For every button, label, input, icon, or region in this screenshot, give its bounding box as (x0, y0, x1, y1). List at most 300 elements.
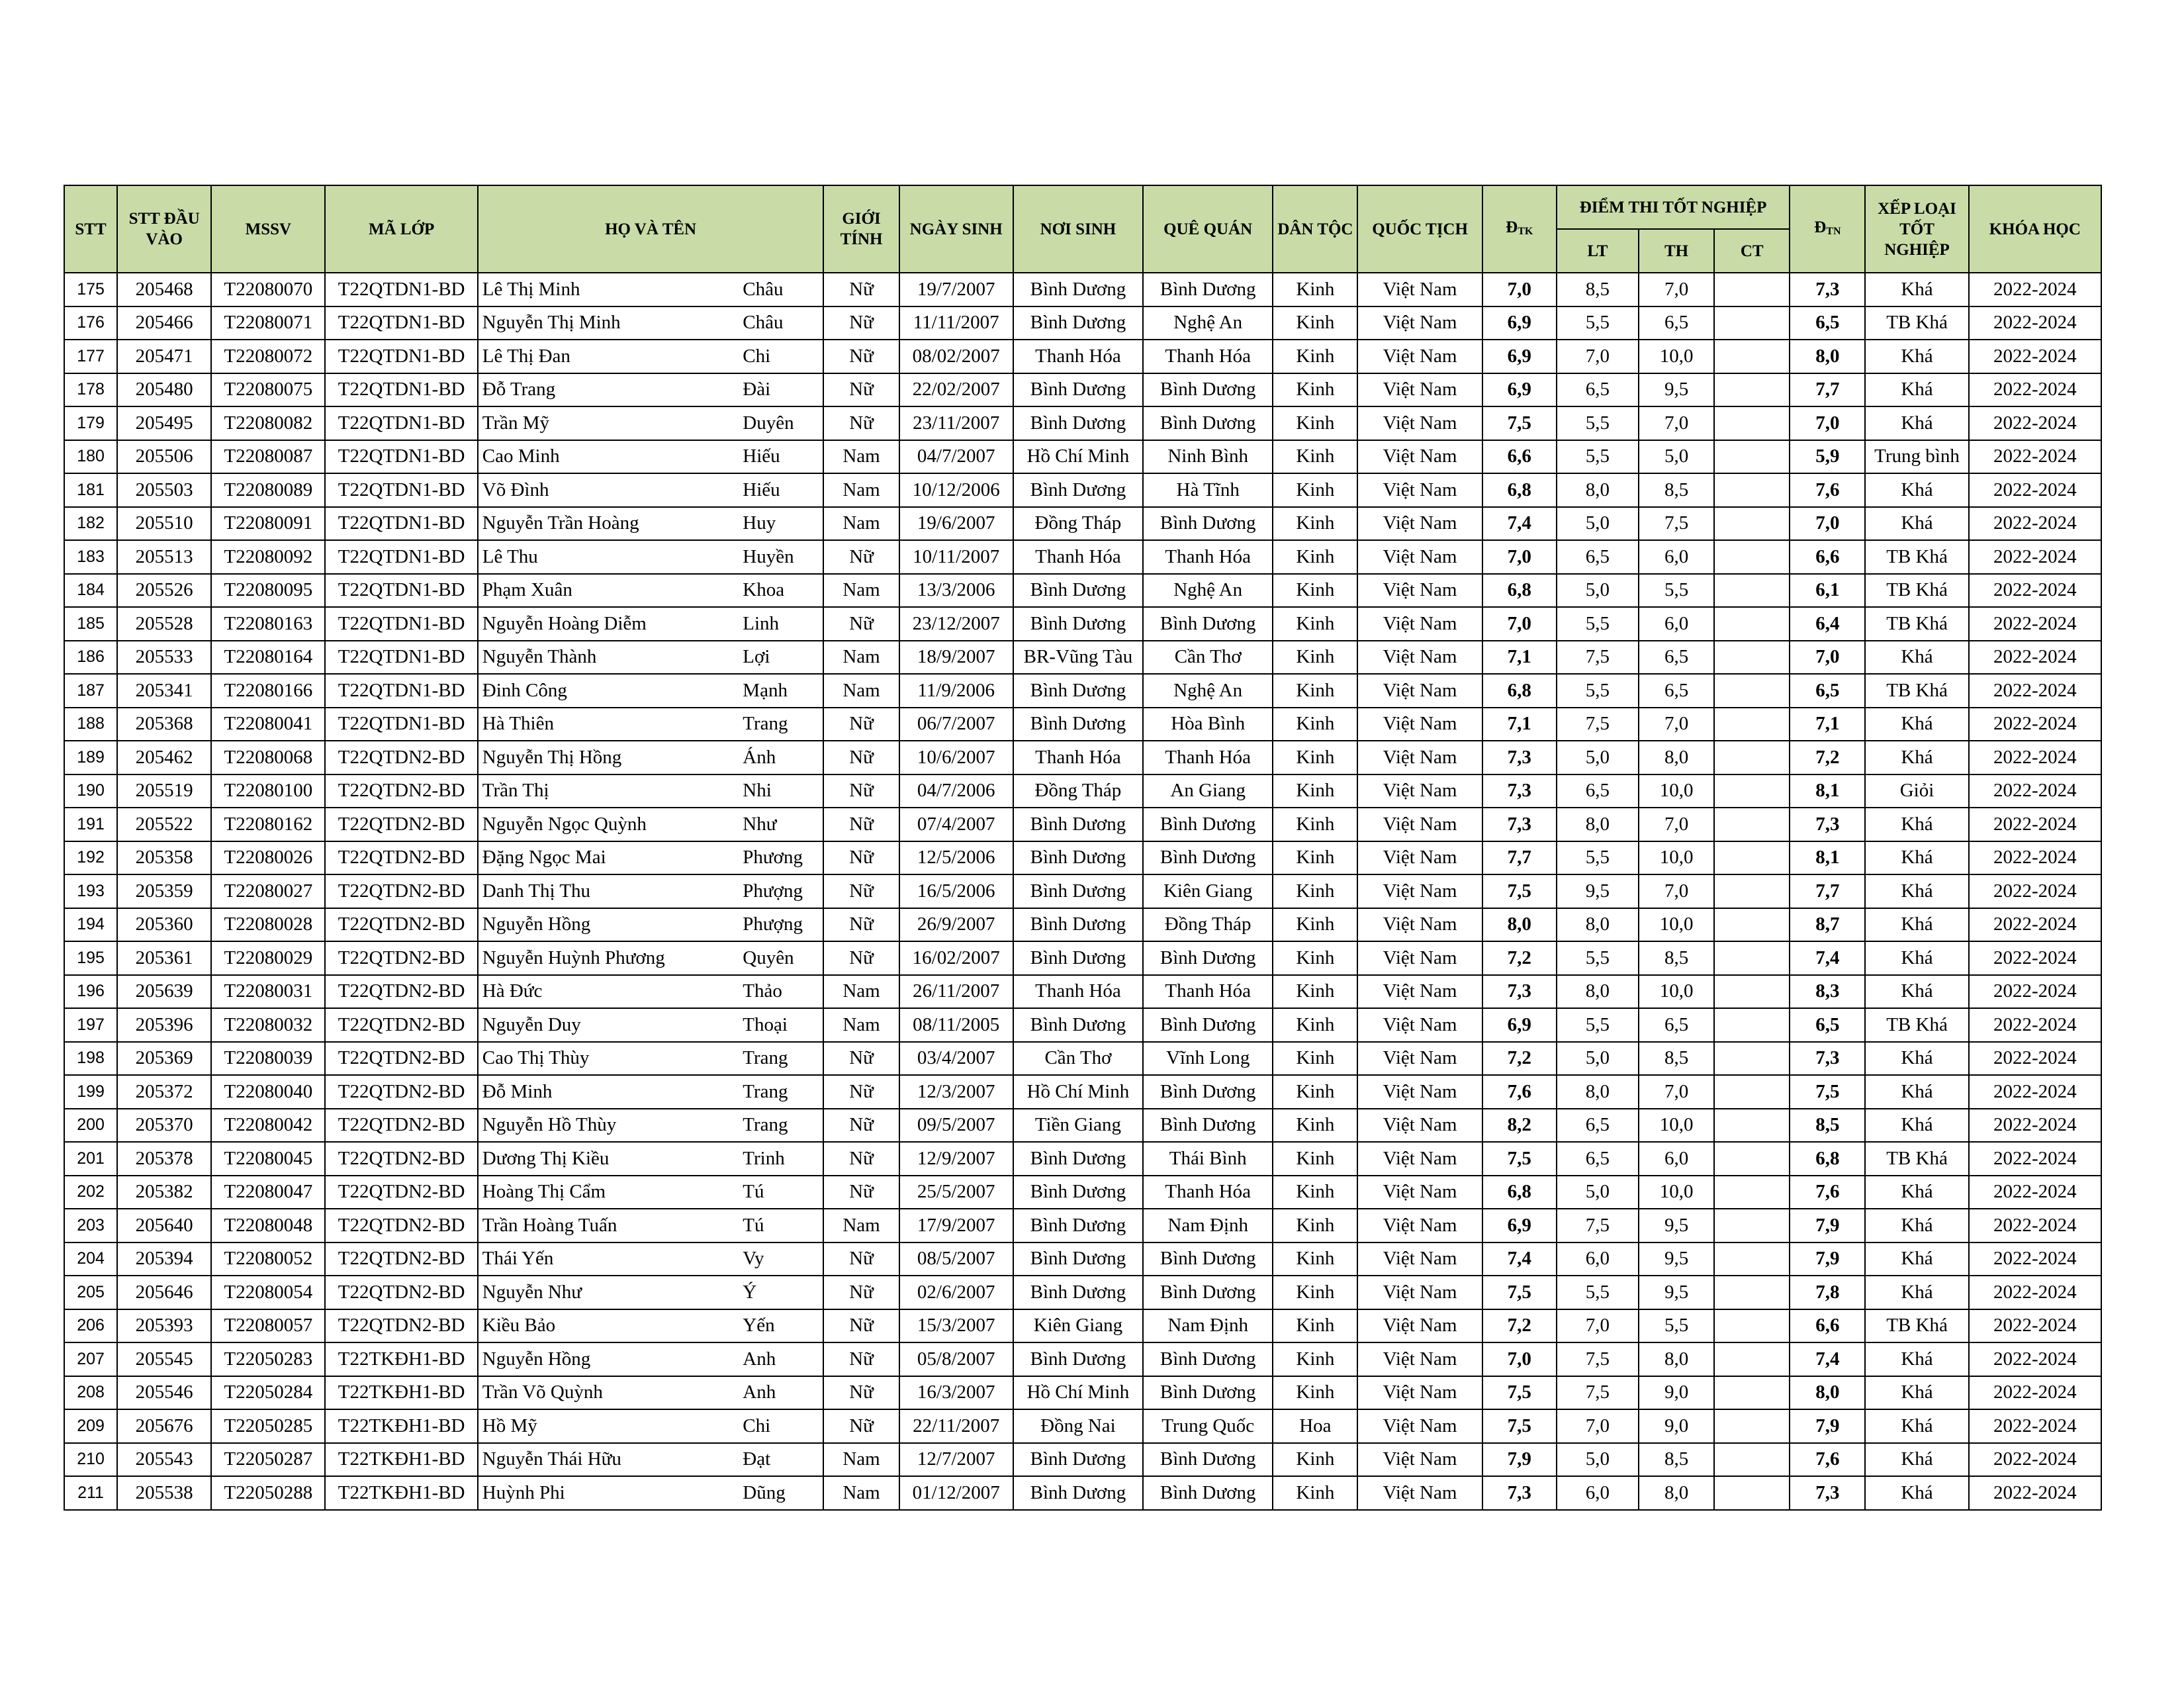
cell-stt-dau-vao: 205466 (117, 306, 211, 340)
cell-stt: 187 (64, 674, 117, 708)
cell-dtn: 8,0 (1790, 340, 1865, 373)
cell-ho-dem: Cao Thị Thùy (478, 1042, 738, 1076)
cell-th: 8,5 (1639, 1042, 1714, 1076)
cell-stt-dau-vao: 205513 (117, 540, 211, 574)
cell-mssv: T22080057 (211, 1309, 325, 1343)
cell-stt: 191 (64, 808, 117, 841)
cell-ma-lop: T22QTDN2-BD (325, 774, 477, 808)
table-row (64, 1209, 2101, 1243)
cell-th: 7,0 (1639, 808, 1714, 841)
cell-ct (1714, 1443, 1790, 1477)
cell-xep-loai: Khá (1865, 1276, 1968, 1309)
cell-noi-sinh: Bình Dương (1013, 1176, 1143, 1209)
cell-gioi-tinh: Nam (823, 507, 899, 541)
cell-th: 7,0 (1639, 874, 1714, 908)
cell-ngay-sinh: 04/7/2006 (899, 774, 1013, 808)
cell-gioi-tinh: Nữ (823, 306, 899, 340)
cell-quoc-tich: Việt Nam (1357, 306, 1482, 340)
cell-stt-dau-vao: 205506 (117, 440, 211, 474)
cell-dtn: 7,7 (1790, 874, 1865, 908)
cell-stt: 186 (64, 641, 117, 675)
cell-ten: Nhi (737, 774, 823, 808)
cell-noi-sinh: Bình Dương (1013, 1476, 1143, 1510)
cell-noi-sinh: Bình Dương (1013, 941, 1143, 975)
col-gioi-tinh: GIỚI TÍNH (823, 185, 899, 273)
cell-mssv: T22080031 (211, 975, 325, 1009)
cell-ma-lop: T22QTDN1-BD (325, 306, 477, 340)
cell-quoc-tich: Việt Nam (1357, 874, 1482, 908)
cell-mssv: T22080052 (211, 1243, 325, 1276)
cell-ten: Khoa (737, 574, 823, 608)
cell-dtn: 6,4 (1790, 607, 1865, 641)
table-row (64, 273, 2101, 306)
cell-ct (1714, 607, 1790, 641)
cell-stt-dau-vao: 205394 (117, 1243, 211, 1276)
cell-stt: 202 (64, 1176, 117, 1209)
cell-ngay-sinh: 12/3/2007 (899, 1075, 1013, 1109)
cell-ten: Trang (737, 1042, 823, 1076)
cell-gioi-tinh: Nam (823, 975, 899, 1009)
cell-lt: 5,5 (1557, 841, 1639, 875)
cell-ten: Phượng (737, 874, 823, 908)
cell-lt: 7,0 (1557, 340, 1639, 373)
cell-gioi-tinh: Nữ (823, 373, 899, 407)
table-row (64, 908, 2101, 942)
cell-dtk: 7,3 (1482, 1476, 1557, 1510)
cell-xep-loai: Khá (1865, 1376, 1968, 1410)
cell-ct (1714, 1142, 1790, 1176)
cell-ma-lop: T22QTDN1-BD (325, 708, 477, 741)
cell-stt-dau-vao: 205369 (117, 1042, 211, 1076)
cell-ngay-sinh: 22/02/2007 (899, 373, 1013, 407)
cell-th: 5,5 (1639, 574, 1714, 608)
cell-dtk: 6,9 (1482, 1008, 1557, 1042)
table-row (64, 1243, 2101, 1276)
cell-xep-loai: Khá (1865, 1209, 1968, 1243)
cell-dtk: 6,9 (1482, 373, 1557, 407)
cell-ho-dem: Nguyễn Hồ Thùy (478, 1109, 738, 1143)
cell-th: 6,5 (1639, 674, 1714, 708)
cell-ho-dem: Huỳnh Phi (478, 1476, 738, 1510)
cell-noi-sinh: Bình Dương (1013, 1008, 1143, 1042)
cell-dtk: 6,8 (1482, 1176, 1557, 1209)
cell-ct (1714, 708, 1790, 741)
cell-mssv: T22080100 (211, 774, 325, 808)
cell-ct (1714, 1409, 1790, 1443)
cell-xep-loai: Khá (1865, 1443, 1968, 1477)
cell-xep-loai: Khá (1865, 373, 1968, 407)
cell-ma-lop: T22QTDN2-BD (325, 1243, 477, 1276)
cell-ngay-sinh: 11/11/2007 (899, 306, 1013, 340)
table-row (64, 607, 2101, 641)
cell-dtk: 7,0 (1482, 1342, 1557, 1376)
col-noi-sinh: NƠI SINH (1013, 185, 1143, 273)
cell-dtn: 7,9 (1790, 1209, 1865, 1243)
cell-ct (1714, 473, 1790, 507)
cell-noi-sinh: Thanh Hóa (1013, 540, 1143, 574)
cell-ho-dem: Cao Minh (478, 440, 738, 474)
cell-dtk: 7,5 (1482, 874, 1557, 908)
table-row (64, 440, 2101, 474)
cell-ten: Trang (737, 1109, 823, 1143)
cell-ngay-sinh: 11/9/2006 (899, 674, 1013, 708)
cell-noi-sinh: Bình Dương (1013, 874, 1143, 908)
cell-lt: 6,5 (1557, 540, 1639, 574)
cell-stt-dau-vao: 205546 (117, 1376, 211, 1410)
cell-gioi-tinh: Nữ (823, 1075, 899, 1109)
cell-que-quan: Cần Thơ (1143, 641, 1273, 675)
cell-ma-lop: T22QTDN1-BD (325, 540, 477, 574)
table-row (64, 574, 2101, 608)
graduation-results-table (64, 185, 2102, 1511)
cell-stt-dau-vao: 205378 (117, 1142, 211, 1176)
cell-dan-toc: Kinh (1273, 1142, 1357, 1176)
cell-noi-sinh: Cần Thơ (1013, 1042, 1143, 1076)
cell-stt-dau-vao: 205503 (117, 473, 211, 507)
cell-th: 6,5 (1639, 306, 1714, 340)
col-que-quan: QUÊ QUÁN (1143, 185, 1273, 273)
cell-que-quan: Hà Tĩnh (1143, 473, 1273, 507)
cell-lt: 5,5 (1557, 941, 1639, 975)
cell-th: 8,0 (1639, 1342, 1714, 1376)
cell-dan-toc: Kinh (1273, 941, 1357, 975)
cell-ho-dem: Nguyễn Ngọc Quỳnh (478, 808, 738, 841)
cell-que-quan: Bình Dương (1143, 607, 1273, 641)
cell-dtn: 8,0 (1790, 1376, 1865, 1410)
cell-xep-loai: Khá (1865, 908, 1968, 942)
table-row (64, 674, 2101, 708)
cell-stt: 205 (64, 1276, 117, 1309)
cell-dan-toc: Kinh (1273, 774, 1357, 808)
cell-dan-toc: Kinh (1273, 674, 1357, 708)
table-row (64, 406, 2101, 440)
cell-khoa-hoc: 2022-2024 (1969, 1176, 2101, 1209)
cell-th: 7,0 (1639, 1075, 1714, 1109)
cell-ct (1714, 874, 1790, 908)
cell-stt-dau-vao: 205639 (117, 975, 211, 1009)
cell-stt-dau-vao: 205526 (117, 574, 211, 608)
cell-ten: Ý (737, 1276, 823, 1309)
cell-quoc-tich: Việt Nam (1357, 340, 1482, 373)
cell-stt: 210 (64, 1443, 117, 1477)
cell-noi-sinh: Bình Dương (1013, 908, 1143, 942)
cell-ten: Ánh (737, 741, 823, 774)
cell-ngay-sinh: 16/3/2007 (899, 1376, 1013, 1410)
cell-dtn: 8,5 (1790, 1109, 1865, 1143)
cell-th: 5,0 (1639, 440, 1714, 474)
cell-xep-loai: Khá (1865, 1109, 1968, 1143)
cell-dan-toc: Kinh (1273, 1109, 1357, 1143)
cell-dtn: 8,3 (1790, 975, 1865, 1009)
cell-stt: 185 (64, 607, 117, 641)
cell-dan-toc: Kinh (1273, 1209, 1357, 1243)
cell-mssv: T22080042 (211, 1109, 325, 1143)
cell-ten: Dũng (737, 1476, 823, 1510)
cell-ho-dem: Hoàng Thị Cẩm (478, 1176, 738, 1209)
cell-stt-dau-vao: 205543 (117, 1443, 211, 1477)
cell-khoa-hoc: 2022-2024 (1969, 1376, 2101, 1410)
cell-ma-lop: T22TKĐH1-BD (325, 1342, 477, 1376)
cell-ma-lop: T22QTDN1-BD (325, 574, 477, 608)
cell-dtn: 7,1 (1790, 708, 1865, 741)
cell-stt: 178 (64, 373, 117, 407)
cell-xep-loai: Khá (1865, 708, 1968, 741)
cell-ma-lop: T22QTDN1-BD (325, 340, 477, 373)
cell-dtn: 7,5 (1790, 1075, 1865, 1109)
cell-lt: 7,5 (1557, 1342, 1639, 1376)
table-row (64, 1042, 2101, 1076)
col-diem-thi-tot-nghiep: ĐIỂM THI TỐT NGHIỆP (1557, 185, 1790, 229)
cell-ho-dem: Lê Thị Đan (478, 340, 738, 373)
cell-quoc-tich: Việt Nam (1357, 507, 1482, 541)
cell-ngay-sinh: 26/9/2007 (899, 908, 1013, 942)
cell-dtk: 7,5 (1482, 1376, 1557, 1410)
cell-noi-sinh: Bình Dương (1013, 574, 1143, 608)
cell-stt: 204 (64, 1243, 117, 1276)
col-dan-toc: DÂN TỘC (1273, 185, 1357, 273)
cell-mssv: T22080091 (211, 507, 325, 541)
cell-khoa-hoc: 2022-2024 (1969, 406, 2101, 440)
cell-ten: Phương (737, 841, 823, 875)
cell-ma-lop: T22QTDN2-BD (325, 808, 477, 841)
cell-dtn: 7,6 (1790, 473, 1865, 507)
cell-dan-toc: Kinh (1273, 1276, 1357, 1309)
cell-ngay-sinh: 23/12/2007 (899, 607, 1013, 641)
cell-ma-lop: T22QTDN1-BD (325, 440, 477, 474)
cell-quoc-tich: Việt Nam (1357, 674, 1482, 708)
cell-th: 5,5 (1639, 1309, 1714, 1343)
cell-lt: 5,0 (1557, 574, 1639, 608)
cell-ho-dem: Hà Đức (478, 975, 738, 1009)
cell-quoc-tich: Việt Nam (1357, 574, 1482, 608)
cell-ct (1714, 1042, 1790, 1076)
cell-khoa-hoc: 2022-2024 (1969, 1209, 2101, 1243)
cell-dan-toc: Kinh (1273, 1176, 1357, 1209)
table-row (64, 741, 2101, 774)
cell-lt: 9,5 (1557, 874, 1639, 908)
cell-mssv: T22080087 (211, 440, 325, 474)
cell-th: 6,5 (1639, 1008, 1714, 1042)
cell-ngay-sinh: 01/12/2007 (899, 1476, 1013, 1510)
cell-ho-dem: Nguyễn Thị Hồng (478, 741, 738, 774)
table-row (64, 340, 2101, 373)
cell-th: 10,0 (1639, 340, 1714, 373)
cell-dtn: 7,6 (1790, 1176, 1865, 1209)
cell-khoa-hoc: 2022-2024 (1969, 1142, 2101, 1176)
cell-mssv: T22080054 (211, 1276, 325, 1309)
cell-ct (1714, 440, 1790, 474)
table-row (64, 708, 2101, 741)
cell-noi-sinh: Bình Dương (1013, 1342, 1143, 1376)
cell-ho-dem: Dương Thị Kiều (478, 1142, 738, 1176)
cell-gioi-tinh: Nữ (823, 774, 899, 808)
cell-stt: 176 (64, 306, 117, 340)
cell-stt-dau-vao: 205646 (117, 1276, 211, 1309)
cell-ngay-sinh: 16/02/2007 (899, 941, 1013, 975)
cell-ma-lop: T22QTDN2-BD (325, 941, 477, 975)
cell-quoc-tich: Việt Nam (1357, 373, 1482, 407)
cell-lt: 5,0 (1557, 507, 1639, 541)
cell-stt-dau-vao: 205359 (117, 874, 211, 908)
cell-dtn: 7,7 (1790, 373, 1865, 407)
cell-th: 9,0 (1639, 1409, 1714, 1443)
cell-ngay-sinh: 23/11/2007 (899, 406, 1013, 440)
cell-dtn: 6,8 (1790, 1142, 1865, 1176)
cell-gioi-tinh: Nữ (823, 273, 899, 306)
cell-stt: 179 (64, 406, 117, 440)
cell-mssv: T22050287 (211, 1443, 325, 1477)
cell-dtn: 7,4 (1790, 1342, 1865, 1376)
cell-lt: 5,0 (1557, 1443, 1639, 1477)
cell-lt: 8,0 (1557, 1075, 1639, 1109)
cell-th: 10,0 (1639, 1176, 1714, 1209)
cell-dtk: 6,9 (1482, 1209, 1557, 1243)
cell-th: 6,0 (1639, 607, 1714, 641)
cell-noi-sinh: Thanh Hóa (1013, 340, 1143, 373)
cell-th: 7,5 (1639, 507, 1714, 541)
cell-dtk: 6,8 (1482, 473, 1557, 507)
cell-noi-sinh: Bình Dương (1013, 1243, 1143, 1276)
cell-ma-lop: T22QTDN2-BD (325, 1142, 477, 1176)
cell-dtk: 8,0 (1482, 908, 1557, 942)
cell-dtn: 7,0 (1790, 507, 1865, 541)
cell-quoc-tich: Việt Nam (1357, 1309, 1482, 1343)
cell-mssv: T22080027 (211, 874, 325, 908)
cell-dtn: 6,5 (1790, 1008, 1865, 1042)
cell-ten: Hiếu (737, 473, 823, 507)
col-xep-loai: XẾP LOẠI TỐT NGHIỆP (1865, 185, 1968, 273)
cell-ho-dem: Nguyễn Thị Minh (478, 306, 738, 340)
cell-dan-toc: Kinh (1273, 641, 1357, 675)
cell-ma-lop: T22QTDN1-BD (325, 641, 477, 675)
cell-dan-toc: Kinh (1273, 1075, 1357, 1109)
cell-khoa-hoc: 2022-2024 (1969, 808, 2101, 841)
cell-stt-dau-vao: 205372 (117, 1075, 211, 1109)
cell-lt: 6,5 (1557, 373, 1639, 407)
cell-mssv: T22080045 (211, 1142, 325, 1176)
cell-dan-toc: Kinh (1273, 340, 1357, 373)
cell-dan-toc: Kinh (1273, 1476, 1357, 1510)
cell-dtn: 7,3 (1790, 273, 1865, 306)
cell-ma-lop: T22TKĐH1-BD (325, 1443, 477, 1477)
cell-th: 10,0 (1639, 908, 1714, 942)
cell-ho-dem: Trần Võ Quỳnh (478, 1376, 738, 1410)
cell-dtn: 8,1 (1790, 841, 1865, 875)
cell-noi-sinh: Đồng Tháp (1013, 774, 1143, 808)
cell-gioi-tinh: Nữ (823, 1042, 899, 1076)
cell-dan-toc: Kinh (1273, 507, 1357, 541)
cell-dtn: 6,5 (1790, 674, 1865, 708)
cell-ngay-sinh: 19/6/2007 (899, 507, 1013, 541)
cell-gioi-tinh: Nữ (823, 540, 899, 574)
cell-lt: 7,5 (1557, 1376, 1639, 1410)
cell-dan-toc: Kinh (1273, 306, 1357, 340)
cell-ma-lop: T22QTDN2-BD (325, 1008, 477, 1042)
cell-stt-dau-vao: 205396 (117, 1008, 211, 1042)
table-row (64, 641, 2101, 675)
cell-dan-toc: Kinh (1273, 741, 1357, 774)
cell-ct (1714, 908, 1790, 942)
cell-ct (1714, 306, 1790, 340)
cell-que-quan: Trung Quốc (1143, 1409, 1273, 1443)
cell-th: 8,5 (1639, 1443, 1714, 1477)
cell-ho-dem: Danh Thị Thu (478, 874, 738, 908)
table-row (64, 1109, 2101, 1143)
cell-stt: 211 (64, 1476, 117, 1510)
cell-stt: 194 (64, 908, 117, 942)
cell-xep-loai: Khá (1865, 1409, 1968, 1443)
cell-stt: 203 (64, 1209, 117, 1243)
cell-stt: 190 (64, 774, 117, 808)
cell-ho-dem: Đỗ Trang (478, 373, 738, 407)
cell-ho-dem: Nguyễn Như (478, 1276, 738, 1309)
cell-ho-dem: Trần Thị (478, 774, 738, 808)
cell-ngay-sinh: 08/02/2007 (899, 340, 1013, 373)
cell-que-quan: Bình Dương (1143, 1109, 1273, 1143)
cell-que-quan: Bình Dương (1143, 373, 1273, 407)
cell-khoa-hoc: 2022-2024 (1969, 440, 2101, 474)
cell-noi-sinh: Bình Dương (1013, 273, 1143, 306)
cell-stt-dau-vao: 205519 (117, 774, 211, 808)
cell-mssv: T22080026 (211, 841, 325, 875)
cell-lt: 5,5 (1557, 1008, 1639, 1042)
cell-th: 9,0 (1639, 1376, 1714, 1410)
cell-quoc-tich: Việt Nam (1357, 1176, 1482, 1209)
col-stt-dau-vao: STT ĐẦU VÀO (117, 185, 211, 273)
cell-stt-dau-vao: 205676 (117, 1409, 211, 1443)
cell-que-quan: Ninh Bình (1143, 440, 1273, 474)
cell-khoa-hoc: 2022-2024 (1969, 1075, 2101, 1109)
cell-gioi-tinh: Nữ (823, 1243, 899, 1276)
col-stt: STT (64, 185, 117, 273)
cell-dtk: 7,4 (1482, 507, 1557, 541)
table-row (64, 1276, 2101, 1309)
table-row (64, 808, 2101, 841)
cell-xep-loai: Khá (1865, 473, 1968, 507)
cell-lt: 5,5 (1557, 306, 1639, 340)
cell-xep-loai: Khá (1865, 507, 1968, 541)
cell-lt: 5,5 (1557, 406, 1639, 440)
cell-ma-lop: T22QTDN1-BD (325, 607, 477, 641)
cell-lt: 5,5 (1557, 1276, 1639, 1309)
cell-que-quan: Nghệ An (1143, 574, 1273, 608)
cell-ngay-sinh: 08/5/2007 (899, 1243, 1013, 1276)
cell-ten: Mạnh (737, 674, 823, 708)
cell-lt: 8,0 (1557, 908, 1639, 942)
cell-noi-sinh: Bình Dương (1013, 674, 1143, 708)
cell-ho-dem: Trần Hoàng Tuấn (478, 1209, 738, 1243)
cell-dtn: 7,3 (1790, 808, 1865, 841)
cell-ho-dem: Nguyễn Huỳnh Phương (478, 941, 738, 975)
cell-mssv: T22050285 (211, 1409, 325, 1443)
cell-ngay-sinh: 06/7/2007 (899, 708, 1013, 741)
cell-th: 7,0 (1639, 273, 1714, 306)
cell-th: 8,0 (1639, 1476, 1714, 1510)
cell-dtn: 7,9 (1790, 1409, 1865, 1443)
cell-mssv: T22080040 (211, 1075, 325, 1109)
cell-quoc-tich: Việt Nam (1357, 1243, 1482, 1276)
cell-stt: 192 (64, 841, 117, 875)
cell-stt: 209 (64, 1409, 117, 1443)
cell-dan-toc: Kinh (1273, 607, 1357, 641)
col-ngay-sinh: NGÀY SINH (899, 185, 1013, 273)
cell-stt: 198 (64, 1042, 117, 1076)
cell-noi-sinh: Hồ Chí Minh (1013, 440, 1143, 474)
cell-quoc-tich: Việt Nam (1357, 774, 1482, 808)
cell-dtk: 7,1 (1482, 708, 1557, 741)
cell-gioi-tinh: Nữ (823, 1376, 899, 1410)
cell-quoc-tich: Việt Nam (1357, 440, 1482, 474)
